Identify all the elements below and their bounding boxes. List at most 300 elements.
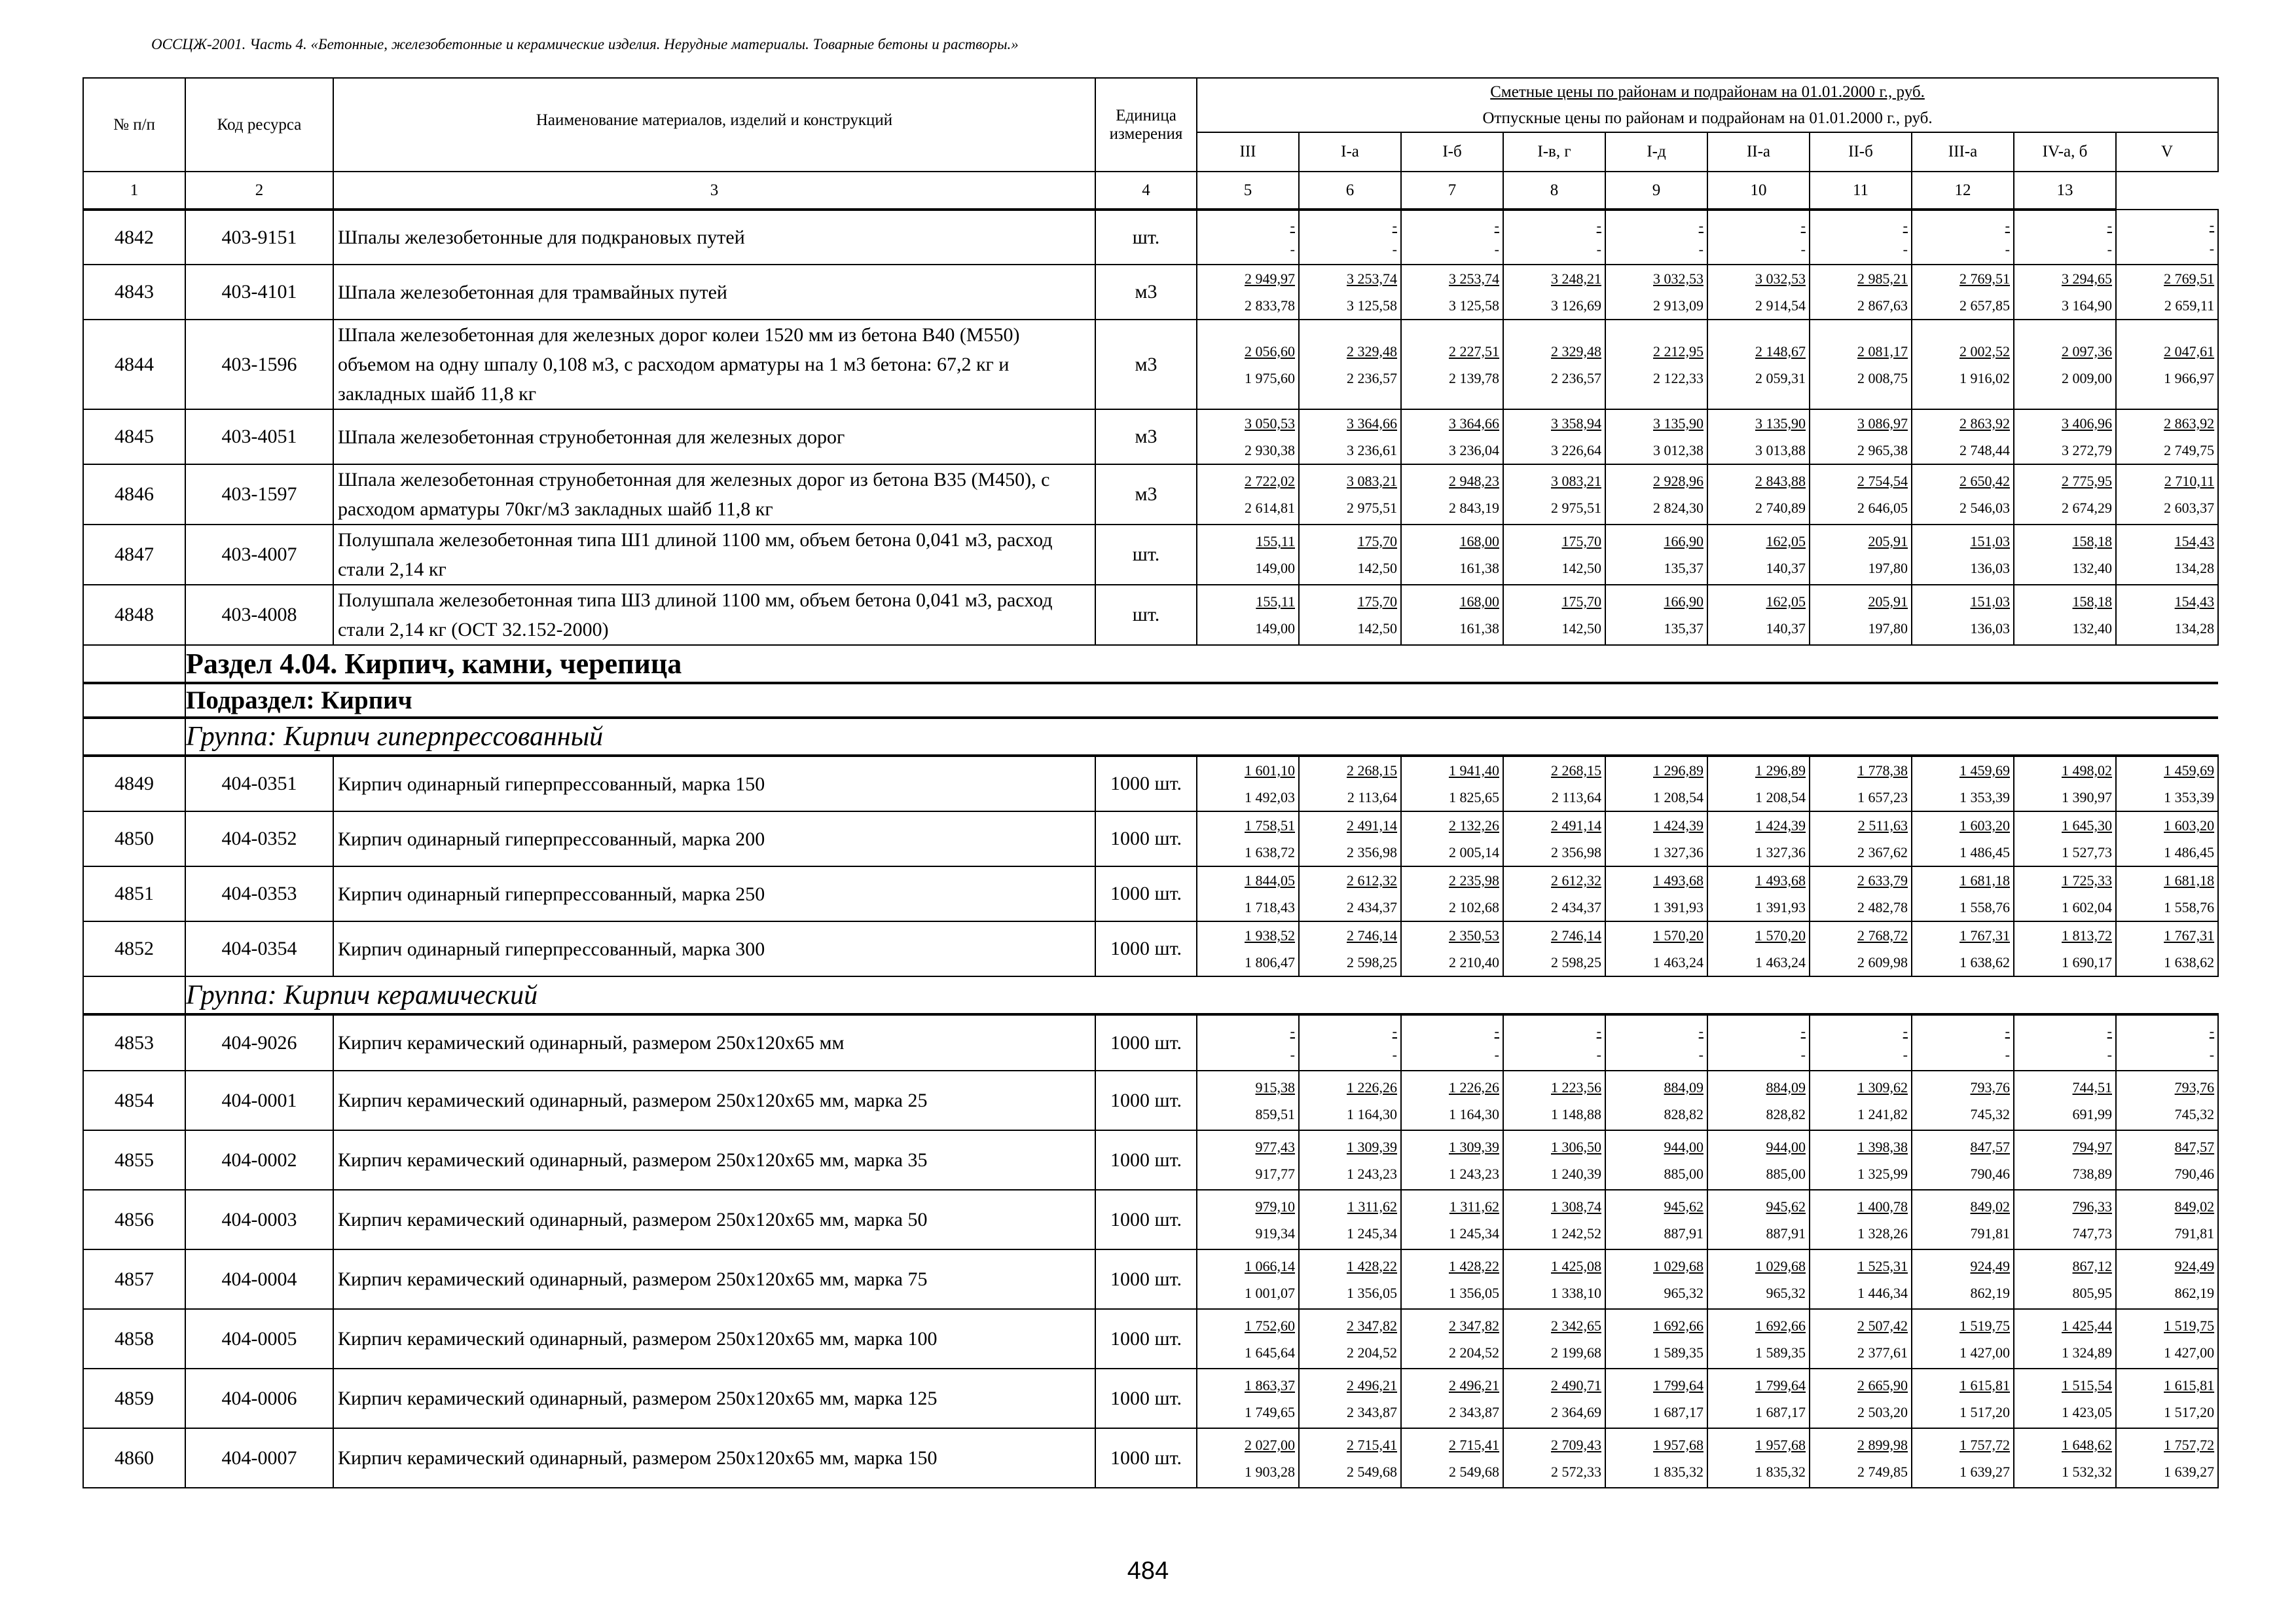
release-price: - [1290,240,1295,257]
release-price: - [1290,1046,1295,1063]
unit-of-measure: 1000 шт. [1095,1071,1197,1130]
material-name: Кирпич керамический одинарный, размером 250х120х65 мм, марка 50 [333,1190,1095,1249]
unit-of-measure: м3 [1095,265,1197,320]
price-cell [1197,811,1299,866]
release-price: 161,38 [1459,620,1499,637]
release-price: 1 243,23 [1347,1165,1397,1182]
estimate-price: - [2209,1022,2215,1039]
release-price: 136,03 [1970,620,2010,637]
price-cell [1912,1309,2014,1369]
release-price: 2 005,14 [1449,844,1499,860]
price-cell [1707,464,1810,525]
price-cell [1810,525,1912,585]
release-price: 135,37 [1664,560,1704,576]
price-cell [2116,811,2218,866]
price-cell [1503,1428,1605,1488]
release-price: 828,82 [1664,1105,1704,1122]
price-cell [1503,409,1605,464]
estimate-price: 1 615,81 [2164,1376,2215,1393]
price-cell [1197,525,1299,585]
unit-of-measure: м3 [1095,464,1197,525]
estimate-price: 1 601,10 [1245,762,1295,779]
estimate-price: 1 066,14 [1245,1257,1295,1274]
release-price: 2 343,87 [1449,1403,1499,1420]
estimate-price: 794,97 [2072,1138,2112,1155]
price-cell [1605,1249,1707,1309]
price-cell [2116,1309,2218,1369]
release-price: 1 558,76 [1959,899,2010,915]
table-row [83,409,2218,464]
estimate-price: 2 769,51 [1959,270,2010,287]
estimate-price: 3 083,21 [1551,473,1601,489]
estimate-price: 3 032,53 [1653,270,1704,287]
release-price: 1 243,23 [1449,1165,1499,1182]
release-price: 2 646,05 [1857,500,1908,516]
price-cell [1197,265,1299,320]
price-cell [1197,921,1299,976]
price-cell [1912,1014,2014,1071]
header-colnum: 10 [1707,172,1810,210]
estimate-price: 1 957,68 [1653,1436,1704,1453]
price-cell [1299,1071,1401,1130]
price-cell [1810,585,1912,645]
price-cell [1707,1071,1810,1130]
resource-code: 403-4008 [185,585,333,645]
empty-cell [83,683,185,718]
estimate-price: 1 306,50 [1551,1138,1601,1155]
price-cell [2116,921,2218,976]
price-cell [1503,1014,1605,1071]
price-cell [1707,1190,1810,1249]
release-price: 1 602,04 [2062,899,2112,915]
release-price: - [2209,1046,2215,1063]
price-cell [1197,866,1299,921]
release-price: 859,51 [1255,1105,1295,1122]
price-cell [1503,756,1605,811]
price-cell [1605,1309,1707,1369]
price-cell [1401,756,1503,811]
table-row [83,866,2218,921]
estimate-price: 2 496,21 [1449,1376,1499,1393]
estimate-price: 2 612,32 [1551,872,1601,889]
price-cell [1503,265,1605,320]
row-number: 4860 [83,1428,185,1488]
price-cell [1503,1309,1605,1369]
price-cell [1605,1190,1707,1249]
unit-of-measure: 1000 шт. [1095,811,1197,866]
estimate-price: 205,91 [1868,593,1908,610]
price-cell [1299,210,1401,265]
release-price: 1 327,36 [1755,844,1806,860]
release-price: 2 356,98 [1551,844,1601,860]
release-price: 1 749,65 [1245,1403,1295,1420]
estimate-price: - [1800,217,1806,234]
table-row [83,1369,2218,1428]
price-cell [1810,320,1912,409]
header-region: IV-а, б [2014,132,2116,172]
release-price: 885,00 [1664,1165,1704,1182]
release-price: 1 966,97 [2164,369,2215,386]
estimate-price: 2 027,00 [1245,1436,1295,1453]
release-price: 1 391,93 [1653,899,1704,915]
price-cell [1299,1309,1401,1369]
release-price: 1 527,73 [2062,844,2112,860]
estimate-price: 924,49 [1970,1257,2010,1274]
price-cell [1707,1428,1810,1488]
header-region: III [1197,132,1299,172]
header-region: I-а [1299,132,1401,172]
estimate-price: 2 746,14 [1551,927,1601,944]
row-number: 4848 [83,585,185,645]
release-price: - [1698,240,1704,257]
price-cell [1401,265,1503,320]
table-row [83,525,2218,585]
price-cell [1503,1130,1605,1190]
release-price: - [1392,1046,1397,1063]
estimate-price: 884,09 [1664,1079,1704,1096]
price-cell [1299,756,1401,811]
release-price: 2 824,30 [1653,500,1704,516]
release-price: 1 916,02 [1959,369,2010,386]
unit-of-measure: 1000 шт. [1095,1428,1197,1488]
unit-of-measure: 1000 шт. [1095,866,1197,921]
release-price: 2 434,37 [1551,899,1601,915]
price-cell [1912,320,2014,409]
resource-code: 403-4051 [185,409,333,464]
release-price: 1 353,39 [2164,789,2215,805]
price-cell [1299,1428,1401,1488]
price-cell [1810,811,1912,866]
release-price: 2 867,63 [1857,297,1908,314]
row-number: 4854 [83,1071,185,1130]
price-cell [1810,409,1912,464]
subsection-row [83,683,2218,718]
row-number: 4851 [83,866,185,921]
estimate-price: 1 519,75 [2164,1317,2215,1334]
release-price: 197,80 [1868,620,1908,637]
estimate-price: - [1596,217,1601,234]
price-cell [1299,320,1401,409]
release-price: 1 639,27 [2164,1463,2215,1480]
estimate-price: 2 928,96 [1653,473,1704,489]
estimate-price: 1 029,68 [1653,1257,1704,1274]
price-cell [1810,1309,1912,1369]
price-cell [1605,756,1707,811]
estimate-price: 793,76 [1970,1079,2010,1096]
price-cell [1912,585,2014,645]
header-region: I-б [1401,132,1503,172]
price-cell [1810,1428,1912,1488]
estimate-price: 2 863,92 [1959,415,2010,432]
release-price: 2 740,89 [1755,500,1806,516]
release-price: 738,89 [2072,1165,2112,1182]
estimate-price: 1 941,40 [1449,762,1499,779]
estimate-price: - [1903,217,1908,234]
release-price: 2 843,19 [1449,500,1499,516]
release-price: 3 125,58 [1347,297,1397,314]
estimate-price: 2 722,02 [1245,473,1295,489]
estimate-price: 1 778,38 [1857,762,1908,779]
release-price: 828,82 [1766,1105,1806,1122]
estimate-price: 1 515,54 [2062,1376,2112,1393]
estimate-price: - [1596,1022,1601,1039]
price-cell [1503,1190,1605,1249]
release-price: 2 833,78 [1245,297,1295,314]
release-price: 887,91 [1766,1225,1806,1242]
estimate-price: 3 253,74 [1449,270,1499,287]
estimate-price: 3 406,96 [2062,415,2112,432]
unit-of-measure: 1000 шт. [1095,1190,1197,1249]
release-price: 1 645,64 [1245,1344,1295,1361]
estimate-price: 155,11 [1256,533,1295,549]
release-price: 965,32 [1766,1284,1806,1301]
price-cell [2116,265,2218,320]
release-price: 791,81 [1970,1225,2010,1242]
estimate-price: 979,10 [1255,1198,1295,1215]
release-price: 1 532,32 [2062,1463,2112,1480]
release-price: 197,80 [1868,560,1908,576]
estimate-price: 915,38 [1255,1079,1295,1096]
release-price: 1 208,54 [1755,789,1806,805]
table-row [83,265,2218,320]
release-price: 1 975,60 [1245,369,1295,386]
price-cell [1197,1309,1299,1369]
estimate-price: 151,03 [1970,593,2010,610]
release-price: - [1903,240,1908,257]
price-cell [2014,811,2116,866]
price-cell [1299,1249,1401,1309]
price-cell [2014,409,2116,464]
price-cell [1299,811,1401,866]
price-cell [2116,525,2218,585]
price-cell [1810,464,1912,525]
release-price: 1 208,54 [1653,789,1704,805]
release-price: 2 113,64 [1347,789,1397,805]
material-name: Шпалы железобетонные для подкрановых путей [333,210,1095,265]
row-number: 4858 [83,1309,185,1369]
estimate-price: 924,49 [2174,1257,2215,1274]
estimate-price: 1 425,44 [2062,1317,2112,1334]
release-price: 2 113,64 [1551,789,1601,805]
estimate-price: 2 227,51 [1449,342,1499,360]
price-cell [1912,866,2014,921]
price-cell [1605,921,1707,976]
table-row [83,756,2218,811]
price-cell [1912,756,2014,811]
release-price: - [1800,240,1806,257]
unit-of-measure: 1000 шт. [1095,1369,1197,1428]
estimate-price: 175,70 [1561,533,1601,549]
release-price: 2 139,78 [1449,369,1499,386]
estimate-price: 849,02 [2174,1198,2215,1215]
estimate-price: 2 863,92 [2164,415,2215,432]
header-prices [1197,78,2218,132]
price-cell [2116,1369,2218,1428]
price-cell [1197,1014,1299,1071]
estimate-price: 168,00 [1459,593,1499,610]
price-cell [1401,320,1503,409]
release-price: 1 486,45 [2164,844,2215,860]
price-cell [1707,585,1810,645]
table-row [83,210,2218,265]
release-price: 790,46 [1970,1165,2010,1182]
release-price: 1 245,34 [1449,1225,1499,1242]
price-cell [1401,525,1503,585]
estimate-price: 1 309,39 [1347,1138,1397,1155]
release-price: - [1596,240,1601,257]
empty-cell [83,718,185,756]
price-cell [1299,1130,1401,1190]
price-cell [1912,1369,2014,1428]
release-price: - [2209,240,2215,257]
resource-code: 404-0351 [185,756,333,811]
row-number: 4842 [83,210,185,265]
estimate-price: 205,91 [1868,533,1908,549]
estimate-price: 2 268,15 [1551,762,1601,779]
row-number: 4844 [83,320,185,409]
estimate-price: 1 645,30 [2062,817,2112,834]
estimate-price: 1 752,60 [1245,1317,1295,1334]
header-region: V [2116,132,2218,172]
unit-of-measure: шт. [1095,210,1197,265]
estimate-price: 1 296,89 [1755,762,1806,779]
release-price: 1 324,89 [2062,1344,2112,1361]
price-cell [1299,585,1401,645]
price-cell [1401,585,1503,645]
release-price: 1 835,32 [1653,1463,1704,1480]
group-row [83,976,2218,1014]
release-price: 790,46 [2174,1165,2215,1182]
estimate-price: 2 899,98 [1857,1436,1908,1453]
release-price: 1 517,20 [1959,1403,2010,1420]
estimate-price: 1 570,20 [1653,927,1704,944]
release-price: 2 549,68 [1347,1463,1397,1480]
estimate-price: 1 938,52 [1245,927,1295,944]
price-cell [1299,1190,1401,1249]
price-cell [2014,1014,2116,1071]
estimate-price: 2 347,82 [1449,1317,1499,1334]
estimate-price: 1 767,31 [1959,927,2010,944]
price-cell [1401,921,1503,976]
price-cell [1605,409,1707,464]
estimate-price: 166,90 [1664,593,1704,610]
release-price: 2 364,69 [1551,1403,1601,1420]
price-cell [1605,265,1707,320]
row-number: 4857 [83,1249,185,1309]
release-price: 1 718,43 [1245,899,1295,915]
release-price: 2 603,37 [2164,500,2215,516]
price-cell [1197,409,1299,464]
resource-code: 403-1596 [185,320,333,409]
table-row [83,1428,2218,1488]
release-price: 1 241,82 [1857,1105,1908,1122]
price-cell [1810,756,1912,811]
estimate-price: 1 725,33 [2062,872,2112,889]
release-price: 135,37 [1664,620,1704,637]
estimate-price: - [1290,217,1295,234]
estimate-price: 155,11 [1256,593,1295,610]
row-number: 4843 [83,265,185,320]
release-price: 1 638,72 [1245,844,1295,860]
price-cell [2014,1190,2116,1249]
header-region: II-б [1810,132,1912,172]
empty-cell [83,645,185,683]
estimate-price: 151,03 [1970,533,2010,549]
release-price: - [1392,240,1397,257]
price-cell [1707,921,1810,976]
release-price: 149,00 [1255,620,1295,637]
release-price: 142,50 [1561,620,1601,637]
estimate-price: 2 081,17 [1857,342,1908,360]
estimate-price: 1 226,26 [1347,1079,1397,1096]
estimate-price: 2 496,21 [1347,1376,1397,1393]
release-price: 917,77 [1255,1165,1295,1182]
header-price-line1: Сметные цены по районам и подрайонам на 01.01.2000 г., руб. [1490,83,1925,101]
price-cell [1401,866,1503,921]
release-price: - [2107,1046,2112,1063]
release-price: 1 240,39 [1551,1165,1601,1182]
header-colnum: 11 [1810,172,1912,210]
group-title: Группа: Кирпич гиперпрессованный [185,718,2218,756]
empty-cell [83,976,185,1014]
release-price: 2 199,68 [1551,1344,1601,1361]
estimate-price: 158,18 [2072,533,2112,549]
estimate-price: 1 428,22 [1347,1257,1397,1274]
estimate-price: 175,70 [1357,593,1397,610]
release-price: 1 638,62 [2164,954,2215,970]
estimate-price: 1 799,64 [1653,1376,1704,1393]
resource-code: 404-0001 [185,1071,333,1130]
table-row [83,1014,2218,1071]
unit-of-measure: 1000 шт. [1095,1309,1197,1369]
estimate-price: 2 097,36 [2062,342,2112,360]
release-price: 142,50 [1357,620,1397,637]
resource-code: 404-0003 [185,1190,333,1249]
estimate-price: 2 347,82 [1347,1317,1397,1334]
release-price: 3 236,04 [1449,442,1499,458]
table-row [83,585,2218,645]
estimate-price: 3 253,74 [1347,270,1397,287]
release-price: 1 638,62 [1959,954,2010,970]
estimate-price: 175,70 [1357,533,1397,549]
estimate-price: 2 491,14 [1347,817,1397,834]
price-cell [1605,525,1707,585]
release-price: 132,40 [2072,560,2112,576]
release-price: 2 674,29 [2062,500,2112,516]
header-colnum: 13 [2014,172,2116,210]
release-price: 2 210,40 [1449,954,1499,970]
material-name: Кирпич одинарный гиперпрессованный, марка 150 [333,756,1095,811]
estimate-price: 166,90 [1664,533,1704,549]
estimate-price: 1 498,02 [2062,762,2112,779]
estimate-price: 2 768,72 [1857,927,1908,944]
header-colnum: 5 [1197,172,1299,210]
estimate-price: 867,12 [2072,1257,2112,1274]
price-cell [1912,464,2014,525]
price-cell [2116,1130,2218,1190]
price-cell [1605,1071,1707,1130]
table-row [83,1249,2218,1309]
price-cell [2116,409,2218,464]
release-price: 2 343,87 [1347,1403,1397,1420]
release-price: 3 226,64 [1551,442,1601,458]
price-cell [1197,1130,1299,1190]
estimate-price: 2 746,14 [1347,927,1397,944]
price-cell [1197,464,1299,525]
release-price: 134,28 [2174,560,2215,576]
release-price: 1 338,10 [1551,1284,1601,1301]
release-price: 805,95 [2072,1284,2112,1301]
